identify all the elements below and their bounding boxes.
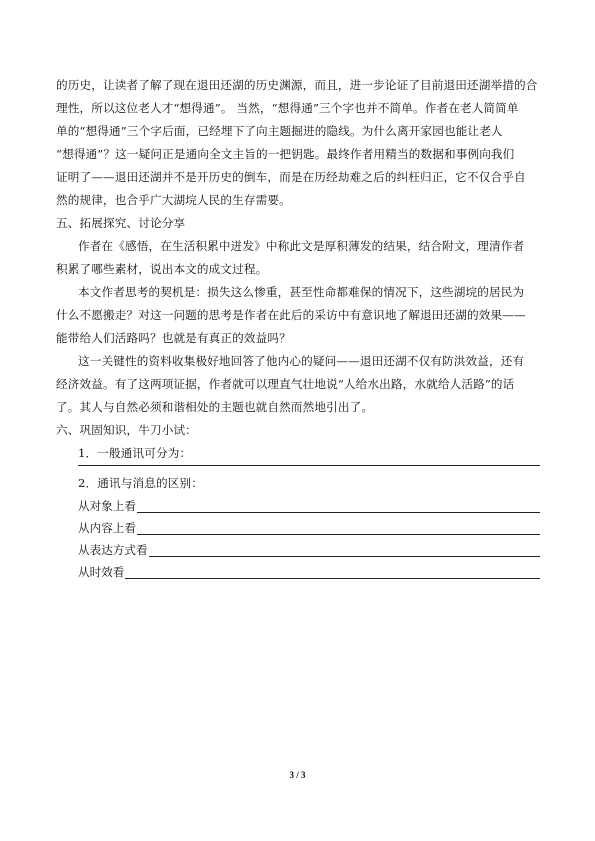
paragraph-line: 积累了哪些素材，说出本文的成文过程。 xyxy=(56,262,268,276)
answer-row-expression[interactable] xyxy=(78,543,540,557)
paragraph-line: 证明了——退田还湖并不是开历史的倒车，而是在历经劫难之后的纠枉归正，它不仅合乎自 xyxy=(56,170,526,184)
paragraph-line: 什么不愿搬走？对这一问题的思考是作者在此后的采访中有意识地了解退田还湖的效果—— xyxy=(56,308,526,322)
answer-underline[interactable] xyxy=(137,522,540,535)
paragraph-line: 了。其人与自然必须和谐相处的主题也就自然而然地引出了。 xyxy=(56,400,374,414)
page-number: 3 / 3 xyxy=(289,770,306,780)
paragraph-line: 的历史，让读者了解了现在退田还湖的历史渊源，而且，进一步论证了目前退田还湖举措的合 xyxy=(56,78,538,92)
answer-row-object[interactable] xyxy=(78,499,540,513)
answer-row-timeliness[interactable] xyxy=(78,565,540,579)
answer-row-label: 从对象上看 xyxy=(78,499,136,513)
answer-underline[interactable] xyxy=(125,566,540,579)
question-1-label: 1．一般通讯可分为： xyxy=(78,446,192,460)
answer-underline[interactable] xyxy=(137,500,540,513)
answer-row-label: 从时效看 xyxy=(78,565,125,579)
paragraph-line: 单的“想得通”三个字后面，已经埋下了向主题掘进的隐线。为什么离开家园也能让老人 xyxy=(56,124,503,138)
answer-row-label: 从内容上看 xyxy=(78,521,136,535)
section-heading-practice: 六、巩固知识，牛刀小试： xyxy=(56,423,197,437)
question-2-label: 2．通讯与消息的区别： xyxy=(78,476,203,490)
answer-underline[interactable] xyxy=(149,544,540,557)
paragraph-line: 理性，所以这位老人才“想得通”。 当然，“想得通”三个字也并不简单。作者在老人简简单 xyxy=(56,101,519,115)
answer-row-label: 从表达方式看 xyxy=(78,543,148,557)
paragraph-line: 作者在《感悟，在生活积累中迸发》中称此文是厚积薄发的结果，结合附文，理清作者 xyxy=(78,239,525,253)
answer-line-q1[interactable] xyxy=(78,465,540,466)
paragraph-line: 本文作者思考的契机是：损失这么惨重，甚至性命都难保的情况下，这些湖垸的居民为 xyxy=(78,285,525,299)
answer-row-content[interactable] xyxy=(78,521,540,535)
paragraph-line: 然的规律，也合乎广大湖垸人民的生存需要。 xyxy=(56,193,291,207)
paragraph-line: “想得通”？这一疑问正是通向全文主旨的一把钥匙。最终作者用精当的数据和事例向我们 xyxy=(56,147,515,161)
section-heading-extension: 五、拓展探究、讨论分享 xyxy=(56,216,186,230)
paragraph-line: 能带给人们活路吗？也就是有真正的效益吗？ xyxy=(56,331,291,345)
paragraph-line: 这一关键性的资料收集极好地回答了他内心的疑问——退田还湖不仅有防洪效益，还有 xyxy=(78,354,525,368)
paragraph-line: 经济效益。有了这两项证据，作者就可以理直气壮地说“人给水出路，水就给人活路”的话 xyxy=(56,377,515,391)
